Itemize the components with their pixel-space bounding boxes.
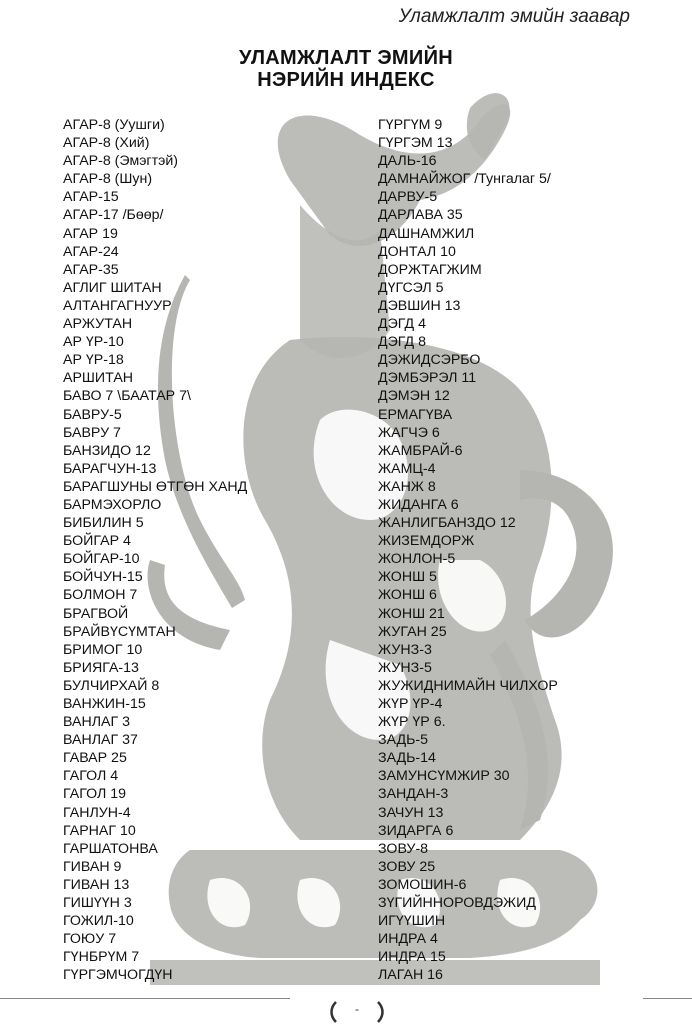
index-entry: АГАР-8 (Уушги): [63, 117, 165, 133]
running-header: Уламжлалт эмийн заавар: [398, 6, 630, 27]
index-entry: ДАМНАЙЖОГ /Тунгалаг 5/: [378, 171, 551, 188]
index-entry: БОЙЧУН-15: [63, 569, 143, 586]
index-entry: ДОНТАЛ 10: [378, 243, 456, 260]
index-entry: БОЙГАР-10: [63, 551, 140, 568]
index-entry: ЗОМОШИН-6: [378, 876, 467, 893]
page-number-bracket: [328, 1000, 386, 1024]
index-entry: БИБИЛИН 5: [63, 515, 144, 532]
index-entry: ГОЮУ 7: [63, 931, 117, 948]
index-entry: ЗИДАРГА 6: [378, 822, 454, 839]
index-entry: АР ҮР-18: [63, 352, 124, 369]
index-entry: ДЭГД 8: [378, 334, 426, 351]
index-entry: АГАР-35: [63, 261, 119, 278]
index-entry: ДЭВШИН 13: [378, 297, 461, 314]
index-entry: ЖАГЧЭ 6: [378, 424, 440, 441]
index-entry: ЗАМУНСҮМЖИР 30: [378, 768, 510, 785]
index-entry: ГАГОЛ 19: [63, 786, 126, 803]
index-entry: ГИВАН 9: [63, 858, 122, 875]
index-entry: АРШИТАН: [63, 370, 134, 387]
index-column-left: [63, 116, 247, 985]
index-entry: БАНЗИДО 12: [63, 442, 151, 459]
index-entry: БОЛМОН 7: [63, 587, 138, 604]
page-title: [0, 47, 692, 91]
index-entry: ГҮНБРҮМ 7: [63, 949, 140, 966]
index-entry: ЖИДАНГА 6: [378, 496, 459, 513]
index-entry: ГАВАР 25: [63, 750, 127, 767]
index-entry: ДЭЖИДСЭРБО: [378, 352, 481, 369]
index-entry: АГАР-8 (Эмэгтэй): [63, 153, 178, 170]
index-entry: ЖАМБРАЙ-6: [378, 442, 463, 459]
index-entry: ВАНЖИН-15: [63, 696, 146, 712]
index-entry: ЖУЖИДНИМАЙН ЧИЛХОР: [378, 677, 558, 694]
index-column-right: [378, 116, 558, 985]
index-entry: ЕРМАГҮВА: [378, 406, 453, 423]
index-entry: ВАНЛАГ 3: [63, 714, 130, 731]
index-entry: ЖАНЛИГБАНЗДО 12: [378, 515, 516, 532]
index-entry: ДЭМЭН 12: [378, 388, 450, 405]
index-entry: АРЖУТАН: [63, 316, 133, 333]
index-entry: ДАЛЬ-16: [378, 153, 437, 170]
index-entry: ДАРВУ-5: [378, 189, 438, 206]
page-number: -: [355, 1002, 359, 1016]
index-entry: АГАР-8 (Хий): [63, 135, 150, 152]
index-entry: ЖОНШ 5: [378, 569, 437, 586]
index-entry: БРИМОГ 10: [63, 641, 143, 658]
index-entry: АГАР-24: [63, 243, 119, 260]
index-entry: ЗАДЬ-5: [378, 732, 429, 749]
index-entry: ГАНЛУН-4: [63, 804, 131, 821]
index-entry: ЖИЗЕМДОРЖ: [378, 533, 475, 550]
index-entry: АГЛИГ ШИТАН: [63, 279, 162, 296]
index-entry: ЖАМЦ-4: [378, 460, 436, 477]
footer-rule-left: [0, 998, 290, 999]
index-entry: ГАРНАГ 10: [63, 822, 136, 839]
index-entry: БРИЯГА-13: [63, 659, 139, 676]
index-entry: ДЭМБЭРЭЛ 11: [378, 370, 477, 387]
index-entry: ЖОНЛОН-5: [378, 551, 456, 568]
index-entry: ВАНЛАГ 37: [63, 732, 138, 749]
index-entry: АГАР-15: [63, 189, 119, 206]
index-entry: ЖҮР ҮР-4: [378, 696, 443, 712]
index-entry: АГАР 19: [63, 225, 118, 242]
index-entry: ДАРЛАВА 35: [378, 207, 463, 224]
title-line-1: УЛАМЖЛАЛТ ЭМИЙН: [238, 47, 453, 69]
index-entry: БРАЙВҮСҮМТАН: [63, 623, 176, 640]
index-entry: ГҮРГЭМ 13: [378, 135, 453, 152]
index-entry: БУЛЧИРХАЙ 8: [63, 677, 160, 694]
index-entry: ЛАГАН 16: [378, 967, 443, 984]
index-entry: ГҮРГЭМЧОГДҮН: [63, 967, 173, 984]
index-entry: ЗОВУ 25: [378, 858, 436, 875]
index-entry: ЗОВУ-8: [378, 840, 429, 857]
index-entry: ИНДРА 15: [378, 949, 446, 966]
index-entry: ДЭГД 4: [378, 316, 426, 333]
index-entry: БРАГВОЙ: [63, 605, 129, 622]
index-entry: ЗАДЬ-14: [378, 750, 436, 767]
index-entry: ЖОНШ 21: [378, 605, 445, 622]
footer-rule-right: [643, 998, 692, 999]
index-entry: БАРМЭХОРЛО: [63, 496, 162, 513]
index-entry: АЛТАНГАГНУУР: [63, 297, 172, 314]
index-entry: БАВО 7 \БААТАР 7\: [63, 388, 191, 405]
index-entry: БАВРУ-5: [63, 406, 122, 423]
index-entry: ГИШҮҮН 3: [63, 895, 132, 912]
index-entry: ДҮГСЭЛ 5: [378, 279, 444, 296]
index-entry: ЖҮР ҮР 6.: [378, 714, 446, 731]
index-entry: ГИВАН 13: [63, 876, 130, 893]
index-entry: ЖАНЖ 8: [378, 478, 436, 495]
index-entry: ЖУНЗ-3: [378, 641, 432, 658]
index-entry: БОЙГАР 4: [63, 533, 131, 550]
index-entry: ЖУГАН 25: [378, 623, 447, 640]
index-entry: ЖУНЗ-5: [378, 659, 432, 676]
index-entry: БАРАГШУНЫ ӨТГӨН ХАНД: [63, 478, 248, 495]
index-entry: ЖОНШ 6: [378, 587, 437, 604]
index-entry: ДОРЖТАГЖИМ: [378, 261, 482, 278]
index-entry: ИНДРА 4: [378, 931, 438, 948]
index-entry: ИГҮҮШИН: [378, 913, 446, 930]
index-entry: ГҮРГҮМ 9: [378, 117, 443, 133]
index-entry: БАВРУ 7: [63, 424, 121, 441]
index-entry: ЗАЧУН 13: [378, 804, 444, 821]
index-entry: АР ҮР-10: [63, 334, 124, 351]
index-entry: ГАГОЛ 4: [63, 768, 119, 785]
title-line-2: НЭРИЙН ИНДЕКС: [257, 69, 435, 91]
index-entry: ГАРШАТОНВА: [63, 840, 158, 857]
index-entry: АГАР-8 (Шун): [63, 171, 153, 188]
index-entry: БАРАГЧУН-13: [63, 460, 157, 477]
index-entry: ЗАНДАН-3: [378, 786, 449, 803]
index-entry: ЗҮГИЙННОРОВДЭЖИД: [378, 895, 536, 912]
index-entry: ДАШНАМЖИЛ: [378, 225, 475, 242]
index-entry: АГАР-17 /Бөөр/: [63, 207, 164, 224]
index-entry: ГОЖИЛ-10: [63, 913, 134, 930]
